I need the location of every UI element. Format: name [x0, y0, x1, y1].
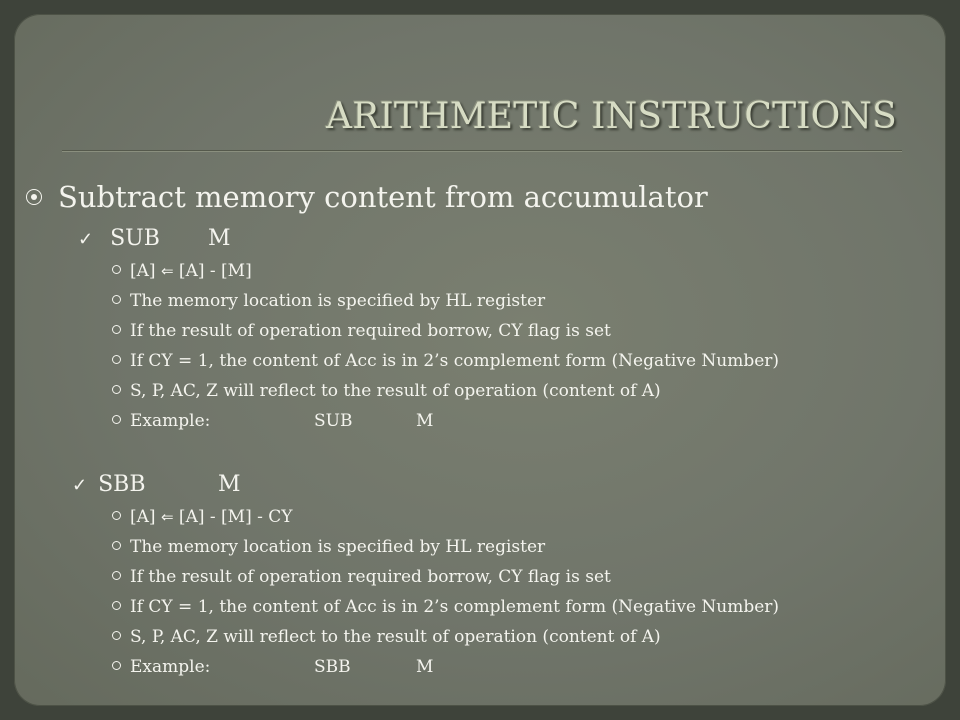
circle-bullet-icon	[112, 385, 121, 394]
main-bullet-text: Subtract memory content from accumulator	[58, 180, 708, 214]
slide-title: ARITHMETIC INSTRUCTIONS	[326, 96, 897, 137]
circle-bullet-icon	[112, 415, 121, 424]
left-arrow-icon: ⇐	[160, 262, 174, 280]
list-item: If the result of operation required borrow, CY flag is set	[112, 567, 611, 587]
section-heading-sbb	[72, 472, 146, 497]
checkmark-icon: ✓	[72, 475, 88, 496]
list-item: [A] ⇐ [A] - [M]	[112, 261, 252, 281]
circle-bullet-icon	[112, 631, 121, 640]
circle-bullet-icon	[112, 571, 121, 580]
circle-bullet-icon	[112, 355, 121, 364]
section-mnemonic: SBB	[98, 472, 146, 497]
example-mnemonic: SBB	[314, 657, 351, 677]
left-arrow-icon: ⇐	[160, 508, 174, 526]
circle-bullet-icon	[112, 541, 121, 550]
section-operand: M	[218, 472, 241, 497]
example-item: Example:	[112, 411, 210, 431]
section-operand: M	[208, 226, 231, 251]
list-item: [A] ⇐ [A] - [M] - CY	[112, 507, 292, 527]
circle-bullet-icon	[112, 265, 121, 274]
list-item: S, P, AC, Z will reflect to the result of operation (content of A)	[112, 627, 661, 647]
list-item: If CY = 1, the content of Acc is in 2’s complement form (Negative Number)	[112, 351, 779, 371]
circle-bullet-icon	[112, 601, 121, 610]
list-item: S, P, AC, Z will reflect to the result of operation (content of A)	[112, 381, 661, 401]
section-mnemonic: SUB	[110, 226, 160, 251]
circle-bullet-icon	[112, 661, 121, 670]
example-operand: M	[416, 657, 434, 677]
main-bullet	[26, 180, 708, 214]
circle-bullet-icon	[112, 325, 121, 334]
list-item: The memory location is specified by HL register	[112, 537, 545, 557]
example-mnemonic: SUB	[314, 411, 353, 431]
target-bullet-icon	[26, 189, 42, 205]
circle-bullet-icon	[112, 511, 121, 520]
checkmark-icon: ✓	[78, 229, 94, 250]
list-item: If the result of operation required borrow, CY flag is set	[112, 321, 611, 341]
list-item: The memory location is specified by HL register	[112, 291, 545, 311]
circle-bullet-icon	[112, 295, 121, 304]
list-item: If CY = 1, the content of Acc is in 2’s complement form (Negative Number)	[112, 597, 779, 617]
example-item: Example:	[112, 657, 210, 677]
section-heading-sub	[78, 226, 160, 251]
example-operand: M	[416, 411, 434, 431]
